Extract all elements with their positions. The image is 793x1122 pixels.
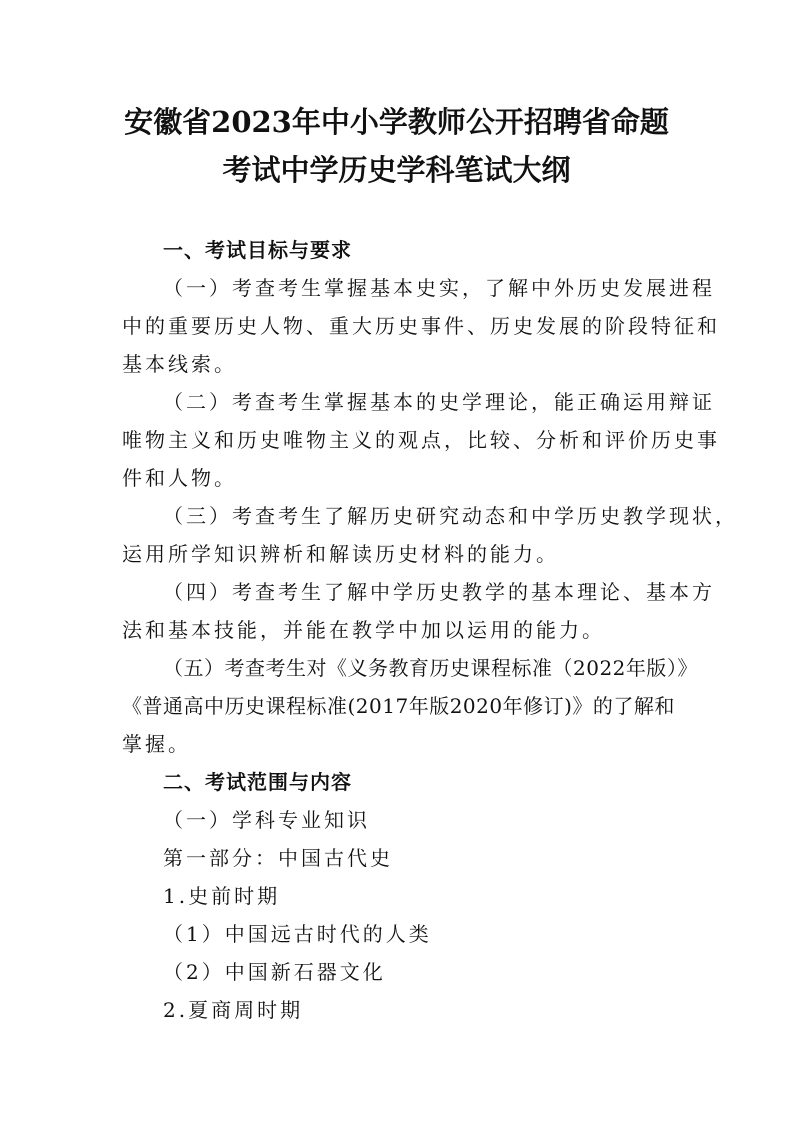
- paragraph-line: 基本线索。: [122, 352, 237, 376]
- section-heading-exam-goals: 一、考试目标与要求: [163, 238, 352, 262]
- document-title-line-2: 考试中学历史学科笔试大纲: [222, 153, 571, 187]
- list-item: （2）中国新石器文化: [163, 960, 386, 984]
- paragraph-line: 运用所学知识辨析和解读历史材料的能力。: [122, 542, 559, 566]
- paragraph-line: 法和基本技能，并能在教学中加以运用的能力。: [122, 618, 605, 642]
- paragraph-line: （三）考查考生了解历史研究动态和中学历史教学现状，: [163, 504, 738, 528]
- paragraph-line: 唯物主义和历史唯物主义的观点，比较、分析和评价历史事: [122, 428, 720, 452]
- paragraph-line: （五）考查考生对《义务教育历史课程标准（2022年版）》: [163, 656, 698, 680]
- part-heading: 第一部分：中国古代史: [163, 846, 393, 870]
- paragraph-line: 掌握。: [122, 732, 191, 756]
- list-item: （1）中国远古时代的人类: [163, 922, 432, 946]
- paragraph-line: 中的重要历史人物、重大历史事件、历史发展的阶段特征和: [122, 314, 720, 338]
- list-item: 1.史前时期: [163, 884, 281, 908]
- section-heading-exam-scope: 二、考试范围与内容: [163, 770, 352, 794]
- paragraph-line: 《普通高中历史课程标准(2017年版2020年修订)》的了解和: [122, 694, 675, 718]
- paragraph-line: 件和人物。: [122, 466, 237, 490]
- paragraph-line: （四）考查考生了解中学历史教学的基本理论、基本方: [163, 580, 715, 604]
- paragraph-line: （一）考查考生掌握基本史实，了解中外历史发展进程: [163, 276, 715, 300]
- paragraph-line: （二）考查考生掌握基本的史学理论，能正确运用辩证: [163, 390, 715, 414]
- list-item: 2.夏商周时期: [163, 998, 304, 1022]
- subsection-heading: （一）学科专业知识: [163, 808, 370, 832]
- document-title-line-1: 安徽省2023年中小学教师公开招聘省命题: [124, 105, 669, 139]
